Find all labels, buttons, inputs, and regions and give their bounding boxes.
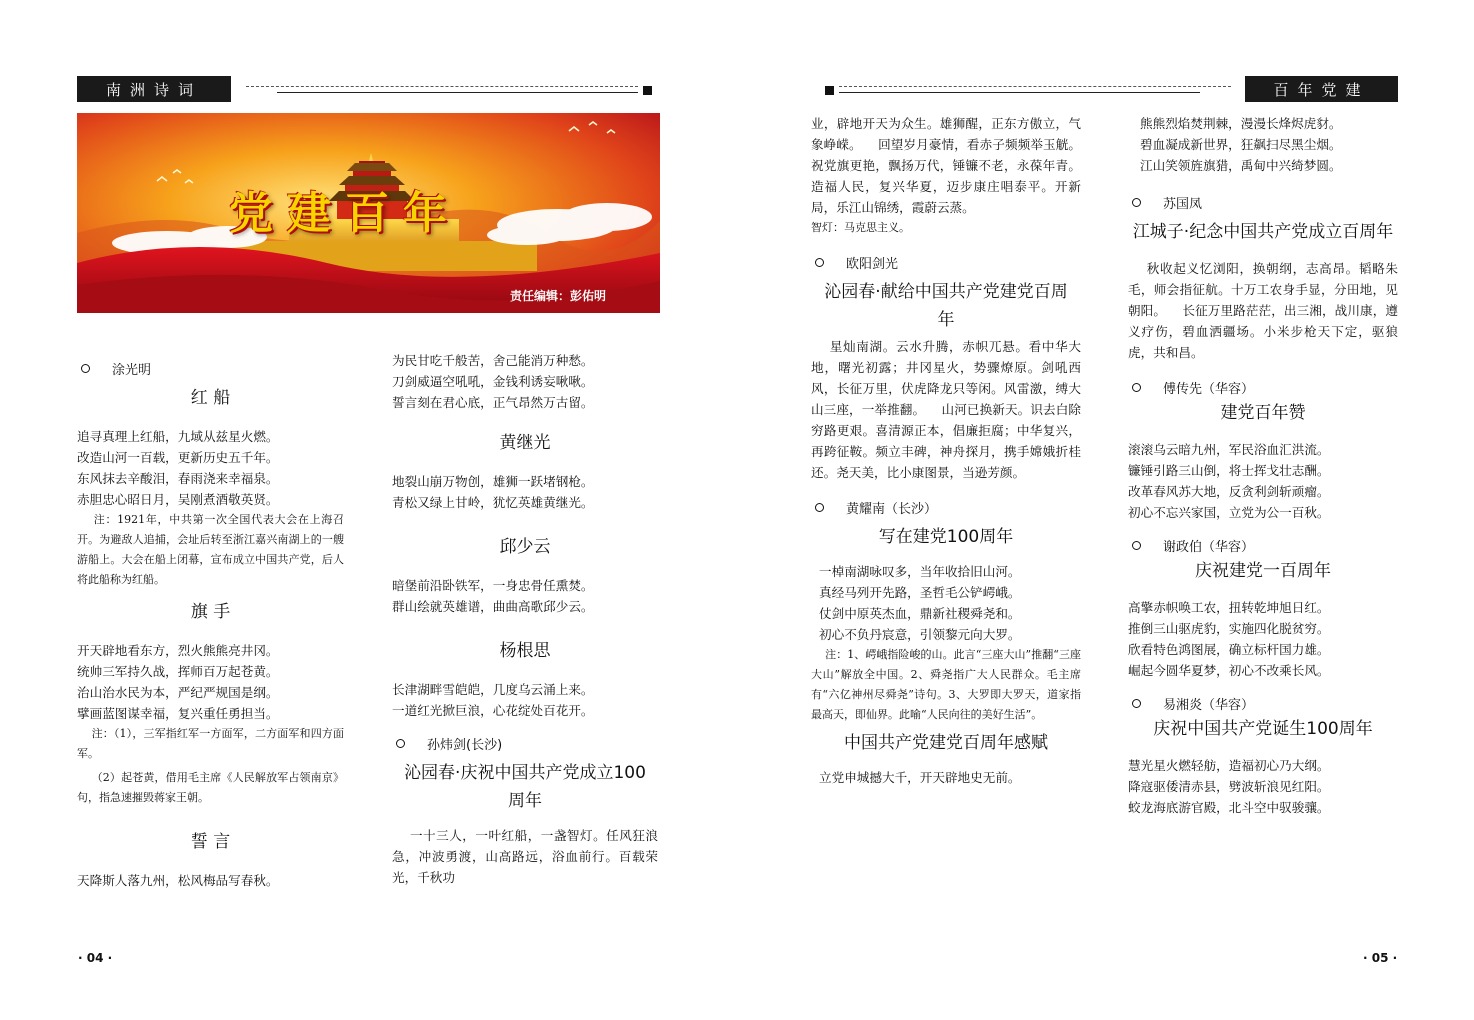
right-column-1 <box>811 113 1081 943</box>
left-page-number: · 04 · <box>78 951 113 965</box>
poem-body: 熊熊烈焰焚荆棘，漫漫长烽烬虎豺。 碧血凝成新世界，狂飙扫尽黑尘烟。 江山笑领旌旗猎，禹甸中兴绮梦圆。 <box>1140 116 1342 173</box>
poem-body: 滚滚乌云暗九州，军民浴血汇洪流。 镰锤引路三山倒，将士挥戈壮志酬。 改革春风苏大地，反贪利剑斩顽瘤。 初心不忘兴家国，立党为公一百秋。 <box>1128 442 1330 520</box>
poem-title: 建党百年赞 <box>1220 403 1306 423</box>
author-line <box>77 356 344 380</box>
poem-title: 沁园春·献给中国共产党建党百周年 <box>824 282 1068 330</box>
poem-title: 庆祝建党一百周年 <box>1195 561 1331 581</box>
poem-body: 长津湖畔雪皑皑，几度乌云涌上来。 一道红光掀巨浪，心花绽处百花开。 <box>392 682 594 718</box>
poem-title: 写在建党100周年 <box>878 527 1014 547</box>
author-line <box>1128 691 1398 715</box>
right-page-number: · 05 · <box>1363 951 1398 965</box>
poem-note: 智灯：马克思主义。 <box>811 221 910 234</box>
poem-title: 杨根思 <box>499 641 551 661</box>
right-section-tag: 百年党建 <box>1245 76 1398 102</box>
banner-title: 党建百年 <box>229 188 461 239</box>
poem-title: 邱少云 <box>499 537 551 557</box>
author-name: 易湘炎（华容） <box>1163 697 1255 713</box>
circle-bullet-icon <box>1132 699 1141 708</box>
header-divider-dashed <box>246 86 638 87</box>
left-column-2 <box>392 350 658 940</box>
poem-body: 星灿南湖。云水升腾，赤帜兀悬。看中华大地，曙光初露；井冈星火，势骤燎原。剑吼西风，长征万里，伏虎降龙只等闲。风雷激，缚大山三座，一举推翻。 山河已换新天。识去白除穷路更艰。喜清源正本，倡廉拒腐；中华复兴，再跨征鞍。频立丰碑，神舟探月，携手嫦娥折桂还。尧天美，比小康图景，当逊芳颜。 <box>811 339 1081 480</box>
poem-title: 沁园春·庆祝中国共产党成立100周年 <box>404 763 646 811</box>
header-divider-dashed <box>839 86 1231 87</box>
right-column-2 <box>1128 113 1398 943</box>
poem-title: 誓 言 <box>190 832 231 852</box>
author-line <box>811 250 1081 274</box>
poem-body: 慧光星火燃轻舫，造福初心乃大纲。 降寇驱倭清赤县，劈波斩浪见红阳。 蛟龙海底游官殿，北斗空中驭骏骧。 <box>1128 758 1330 815</box>
poem-body: 地裂山崩万物创，雄狮一跃堵钢枪。 青松又绿上甘岭，犹忆英雄黄继光。 <box>392 474 594 510</box>
header-square-marker <box>825 86 834 95</box>
poem-body: 一十三人，一叶红船，一盏智灯。任风狂浪急，冲波勇渡，山高路远，浴血前行。百载荣光，千秋功 <box>392 828 658 885</box>
circle-bullet-icon <box>1132 541 1141 550</box>
poem-body: 追寻真理上红船，九域从兹星火燃。 改造山河一百载，更新历史五千年。 东风抹去辛酸泪，春雨浇来幸福泉。 赤胆忠心昭日月，吴刚煮酒敬英贤。 <box>77 429 279 507</box>
author-name: 黄耀南（长沙） <box>846 501 938 517</box>
poem-title: 江城子·纪念中国共产党成立百周年 <box>1132 222 1394 242</box>
banner <box>77 113 660 313</box>
left-column-1 <box>77 350 344 940</box>
poem-body: 一棹南湖咏叹多，当年收拾旧山河。 真经马列开先路，圣哲毛公铲崿峨。 仗剑中原英杰血，鼎新社稷舜尧和。 初心不负丹宸意，引领黎元向大罗。 <box>819 564 1021 642</box>
header-square-marker <box>643 86 652 95</box>
circle-bullet-icon <box>81 364 90 373</box>
circle-bullet-icon <box>1132 383 1141 392</box>
circle-bullet-icon <box>815 503 824 512</box>
author-name: 苏国凤 <box>1163 196 1203 212</box>
author-name: 涂光明 <box>112 362 152 378</box>
banner-editor: 责任编辑：彭佑明 <box>510 289 607 303</box>
author-line <box>1128 190 1398 214</box>
poem-body: 秋收起义忆浏阳，换朝纲，志高昂。韬略朱毛，师会指征航。十万工农身手显，分田地，见朝阳。 长征万里路茫茫，出三湘，战川康，遵义疗伤，碧血洒疆场。小米步枪天下定，驱狼虎，共和昌。 <box>1128 261 1398 360</box>
poem-title: 中国共产党建党百周年感赋 <box>844 733 1048 753</box>
author-line <box>392 731 658 755</box>
poem-body: 为民甘吃千般苦，舍己能消万种愁。 刀剑威逼空吼吼，金钱利诱妄啾啾。 誓言刻在君心底，正气昂然万古留。 <box>392 353 594 410</box>
author-name: 傅传先（华容） <box>1163 381 1255 397</box>
poem-body: 暗堡前沿卧铁军，一身忠骨任熏焚。 群山绘就英雄谱，曲曲高歌邱少云。 <box>392 578 594 614</box>
header-divider <box>839 92 1200 93</box>
poem-note: （2）起苍黄，借用毛主席《人民解放军占领南京》句，指急速摧毁蒋家王朝。 <box>77 771 344 804</box>
poem-body: 开天辟地看东方，烈火熊熊亮井冈。 统帅三军持久战，挥师百万起苍黄。 治山治水民为本，严纪严规国是纲。 擘画蓝图谋幸福，复兴重任勇担当。 <box>77 643 279 721</box>
author-name: 欧阳剑光 <box>846 256 899 272</box>
header-divider <box>277 92 638 93</box>
poem-note: 注：1、崿峨指险峻的山。此言“三座大山”推翻“三座大山”解放全中国。2、舜尧指广大人民群众。毛主席有“六亿神州尽舜尧”诗句。3、大罗即大罗天，道家指最高天，即仙界。此喻“人民向往的美好生活”。 <box>811 648 1081 721</box>
author-name: 谢政伯（华容） <box>1163 539 1255 555</box>
author-line <box>1128 533 1398 557</box>
circle-bullet-icon <box>1132 198 1141 207</box>
left-section-tag: 南洲诗词 <box>77 76 231 102</box>
author-line <box>1128 375 1398 399</box>
poem-title: 旗 手 <box>190 602 231 622</box>
circle-bullet-icon <box>815 258 824 267</box>
poem-note: 注：（1），三军指红军一方面军，二方面军和四方面军。 <box>77 727 344 760</box>
poem-note: 注：1921年，中共第一次全国代表大会在上海召开。为避敌人追捕，会址后转至浙江嘉兴南湖上的一艘游船上。大会在船上闭幕，宣布成立中国共产党，后人将此船称为红船。 <box>77 513 344 586</box>
author-name: 孙炜剑(长沙) <box>427 737 503 753</box>
poem-title: 红 船 <box>190 388 231 408</box>
poem-title: 黄继光 <box>499 433 551 453</box>
author-line <box>811 495 1081 519</box>
poem-body: 天降斯人落九州，松风梅品写春秋。 <box>77 873 279 888</box>
poem-body: 业，辟地开天为众生。雄狮醒，正东方傲立，气象峥嵘。 回望岁月豪情，看赤子频频举玉觥。祝党旗更艳，飘扬万代，锤镰不老，永葆年青。造福人民，复兴华夏，迈步康庄唱泰平。开新局，乐江山锦绣，霞蔚云蒸。 <box>811 116 1081 215</box>
poem-body: 立党申城撼大千，开天辟地史无前。 <box>811 770 1021 785</box>
poem-body: 高擎赤帜唤工农，扭转乾坤旭日红。 推倒三山驱虎豹，实施四化脱贫穷。 欣看特色鸿图展，确立标杆国力雄。 崛起今圆华夏梦，初心不改乘长风。 <box>1128 600 1330 678</box>
poem-title: 庆祝中国共产党诞生100周年 <box>1153 719 1373 739</box>
circle-bullet-icon <box>396 739 405 748</box>
